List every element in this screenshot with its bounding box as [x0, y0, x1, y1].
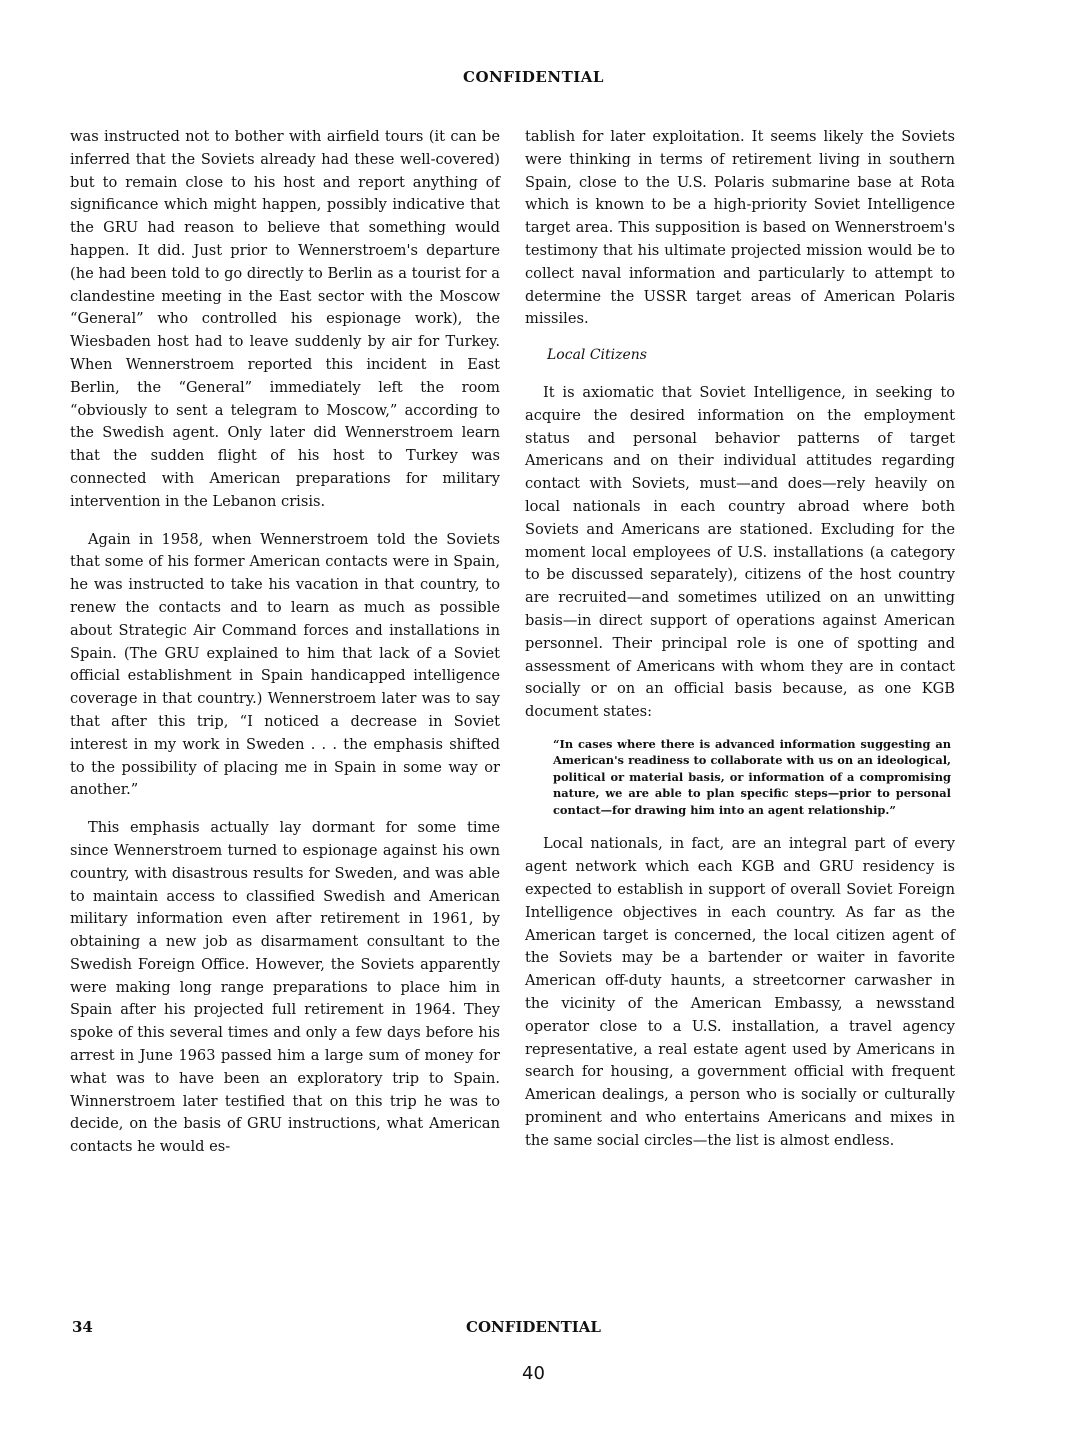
- header-classification: CONFIDENTIAL: [463, 68, 604, 86]
- footer-classification: CONFIDENTIAL: [466, 1318, 601, 1336]
- paragraph: tablish for later exploitation. It seems likely the Soviets were thinking in terms of retirement living in southern Spain, close to the U.S. Polaris submarine base at Rota which is known to be a high-priority Soviet Intelligence target area. This supposition is based on Wennerstroem's testimony that his ultimate projected mission would be to collect naval information and particularly to attempt to determine the USSR target areas of American Polaris missiles.: [525, 128, 955, 328]
- right-column: [525, 126, 955, 1153]
- paragraph: was instructed not to bother with airfield tours (it can be inferred that the Soviets already had these well-covered) but to remain close to his host and report anything of significance which might happen, possibly indicative that the GRU had reason to believe that something would happen. It did. Just prior to Wennerstroem's departure (he had been told to go directly to Berlin as a tourist for a clandestine meeting in the East sector with the Moscow “General” who controlled his espionage work), the Wiesbaden host had to leave suddenly by air for Turkey. When Wennerstroem reported this incident in East Berlin, the “General” immediately left the room “obviously to sent a telegram to Moscow,” according to the Swedish agent. Only later did Wennerstroem learn that the sudden flight of his host to Turkey was connected with American preparations for military intervention in the Lebanon crisis.: [70, 128, 500, 510]
- left-column: [70, 126, 500, 1159]
- paragraph: This emphasis actually lay dormant for some time since Wennerstroem turned to espionage against his own country, with disastrous results for Sweden, and was able to maintain access to classified Swedish and American military information even after retirement in 1961, by obtaining a new job as disarmament consultant to the Swedish Foreign Office. However, the Soviets apparently were making long range preparations to place him in Spain after his projected full retirement in 1964. They spoke of this several times and only a few days before his arrest in June 1963 passed him a large sum of money for what was to have been an exploratory trip to Spain. Winnerstroem later testified that on this trip he was to decide, on the basis of GRU instructions, what American contacts he would es-: [70, 819, 500, 1156]
- section-subheading: Local Citizens: [547, 347, 647, 364]
- block-quote: “In cases where there is advanced information suggesting an American's readiness to collaborate with us on an ideological, political or material basis, or information of a compromising nature, we are able to plan specific steps—prior to personal contact—for drawing him into an agent relationship.”: [553, 736, 951, 817]
- paragraph: Local nationals, in fact, are an integral part of every agent network which each KGB and GRU residency is expected to establish in support of overall Soviet Foreign Intelligence objectives in each country. As far as the American target is concerned, the local citizen agent of the Soviets may be a bartender or waiter in favorite American off-duty haunts, a streetcorner carwasher in the vicinity of the American Embassy, a newsstand operator close to a U.S. installation, a travel agency representative, a real estate agent used by Americans in search for housing, a government official with frequent American dealings, a person who is socially or culturally prominent and who entertains Americans and mixes in the same social circles—the list is almost endless.: [525, 835, 955, 1149]
- page-number: 34: [72, 1318, 93, 1336]
- paragraph: It is axiomatic that Soviet Intelligence, in seeking to acquire the desired information on the employment status and personal behavior patterns of target Americans and on their individual attitudes regarding contact with Soviets, must—and does—rely heavily on local nationals in each country abroad where both Soviets and Americans are stationed. Excluding for the moment local employees of U.S. installations (a category to be discussed separately), citizens of the host country are recruited—and sometimes utilized on an unwitting basis—in direct support of operations against American personnel. Their principal role is one of spotting and assessment of Americans with whom they are in contact socially or on an official basis because, as one KGB document states:: [525, 383, 955, 721]
- paragraph: Again in 1958, when Wennerstroem told the Soviets that some of his former American contacts were in Spain, he was instructed to take his vacation in that country, to renew the contacts and to learn as much as possible about Strategic Air Command forces and installations in Spain. (The GRU explained to him that lack of a Soviet official establishment in Spain handicapped intelligence coverage in that country.) Wennerstroem later was to say that after this trip, “I noticed a decrease in Soviet interest in my work in Sweden . . . the emphasis shifted to the possibility of placing me in Spain in some way or another.”: [70, 530, 500, 799]
- sequence-number: 40: [522, 1363, 545, 1384]
